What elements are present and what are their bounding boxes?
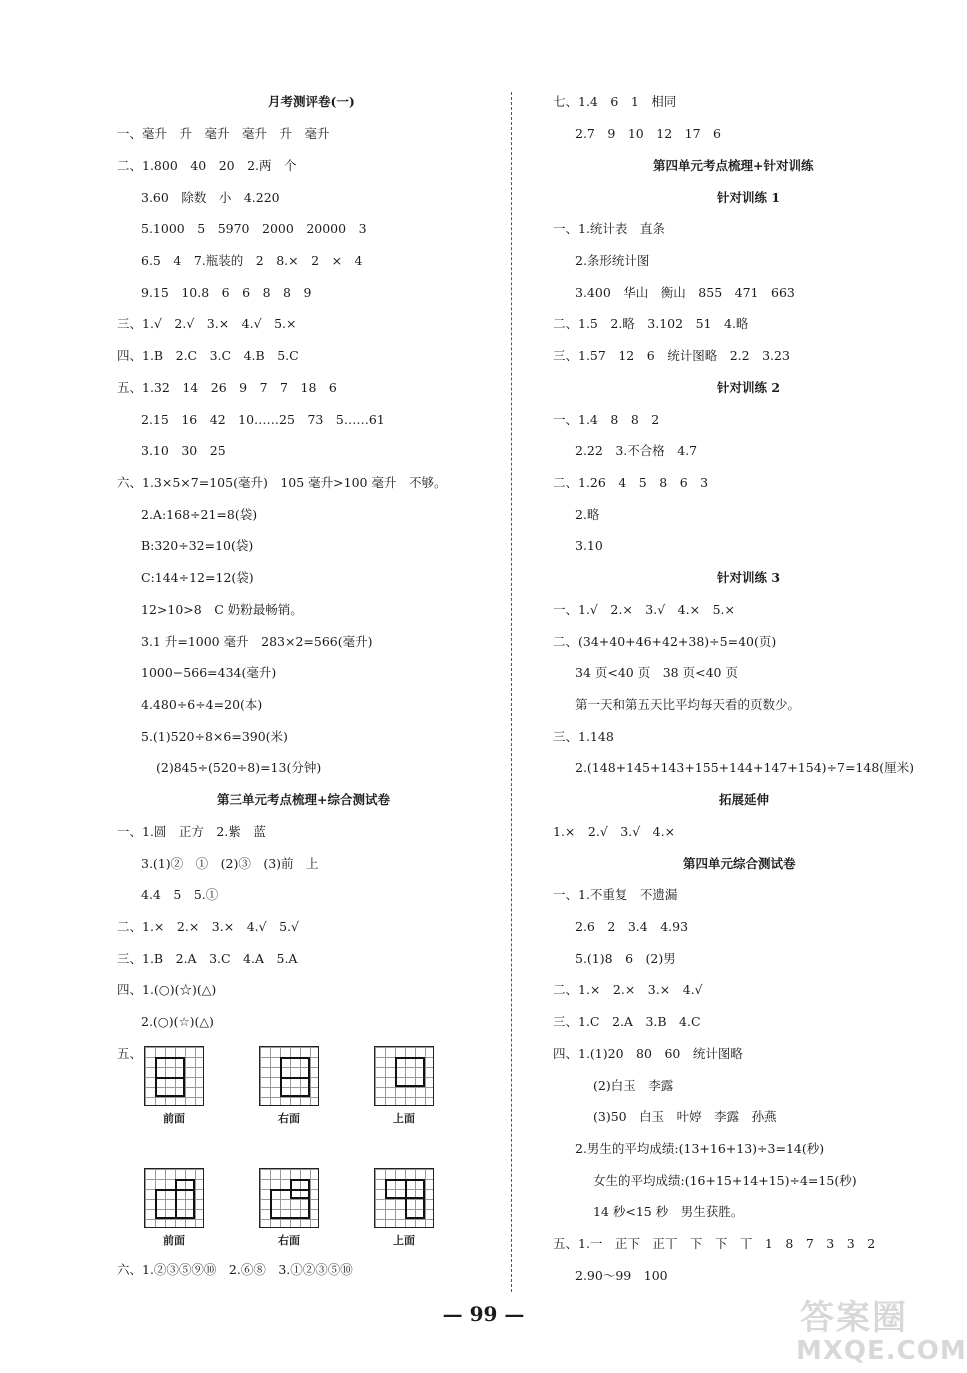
section-title: 第三单元考点梳理+综合测试卷 — [217, 792, 390, 807]
answer-line: 四、1.(1)20 80 60 统计图略 — [553, 1046, 743, 1061]
answer-line: 五、1.32 14 26 9 7 7 18 6 — [117, 380, 337, 395]
view-shape — [290, 1179, 310, 1199]
front-view-grid — [144, 1046, 204, 1106]
view-label-front: 前面 — [163, 1112, 185, 1125]
answer-line: 5.(1)8 6 (2)男 — [575, 951, 676, 966]
answer-line: 2.7 9 10 12 17 6 — [575, 126, 722, 141]
watermark-url: MXQE.COM — [796, 1336, 967, 1366]
top-view-grid — [374, 1046, 434, 1106]
answer-line: 女生的平均成绩:(16+15+14+15)÷4=15(秒) — [593, 1173, 857, 1188]
answer-line: 3.10 — [575, 538, 603, 553]
answer-line: 2.90～99 100 — [575, 1268, 668, 1283]
answer-line: 2.A:168÷21=8(袋) — [141, 507, 258, 522]
answer-line: 七、1.4 6 1 相同 — [553, 94, 677, 109]
view-label-top: 上面 — [393, 1112, 415, 1125]
answer-line: C:144÷12=12(袋) — [141, 570, 254, 585]
section-title: 第四单元考点梳理+针对训练 — [653, 158, 814, 173]
answer-line: (3)50 白玉 叶婷 李露 孙燕 — [593, 1109, 777, 1124]
view-shape — [405, 1179, 425, 1219]
answer-line: 2.22 3.不合格 4.7 — [575, 443, 698, 458]
section-title: 月考测评卷(一) — [268, 94, 355, 109]
answer-line: 二、1.5 2.略 3.102 51 4.略 — [553, 316, 749, 331]
subsection-title: 针对训练 2 — [717, 380, 781, 395]
answer-line: 9.15 10.8 6 6 8 8 9 — [141, 285, 312, 300]
answer-line: 14 秒<15 秒 男生获胜。 — [593, 1204, 744, 1219]
answer-line: 3.60 除数 小 4.220 — [141, 190, 280, 205]
view-shape — [175, 1179, 195, 1219]
answer-line: 三、1.57 12 6 统计图略 2.2 3.23 — [553, 348, 790, 363]
answer-line: 2.条形统计图 — [575, 253, 650, 268]
page-number: — 99 — — [442, 1302, 525, 1326]
answer-line: 二、1.26 4 5 8 6 3 — [553, 475, 709, 490]
answer-line: (2)白玉 李露 — [593, 1078, 674, 1093]
answer-line: 三、1.C 2.A 3.B 4.C — [553, 1014, 701, 1029]
top-view-grid — [374, 1168, 434, 1228]
front-view-grid — [144, 1168, 204, 1228]
answer-line: 3.400 华山 衡山 855 471 663 — [575, 285, 795, 300]
answer-line: 34 页<40 页 38 页<40 页 — [575, 665, 738, 680]
answer-line: 3.10 30 25 — [141, 443, 226, 458]
watermark-logo: 答案圈 — [800, 1298, 908, 1338]
answer-line: 一、1.统计表 直条 — [553, 221, 665, 236]
answer-line: 五、 — [117, 1046, 143, 1061]
answer-line: 5.(1)520÷8×6=390(米) — [141, 729, 288, 744]
right-view-grid — [259, 1046, 319, 1106]
answer-line: 12>10>8 C 奶粉最畅销。 — [141, 602, 303, 617]
view-shape — [155, 1077, 185, 1097]
view-label-top: 上面 — [393, 1234, 415, 1247]
section-title: 第四单元综合测试卷 — [683, 856, 796, 871]
answer-line: 二、1.× 2.× 3.× 4.√ 5.√ — [117, 919, 299, 934]
answer-line: 3.(1)② ① (2)③ (3)前 上 — [141, 856, 319, 871]
column-divider — [511, 92, 512, 1292]
answer-line: 1000−566=434(毫升) — [141, 665, 277, 680]
answer-line: 二、1.× 2.× 3.× 4.√ — [553, 982, 703, 997]
subsection-title: 针对训练 3 — [717, 570, 781, 585]
answer-line: 二、(34+40+46+42+38)÷5=40(页) — [553, 634, 777, 649]
answer-line: 五、1.一 正下 正丅 下 下 丅 1 8 7 3 3 2 — [553, 1236, 876, 1251]
subsection-title: 针对训练 1 — [717, 190, 781, 205]
view-shape — [280, 1077, 310, 1097]
answer-line: 四、1.(○)(☆)(△) — [117, 982, 217, 997]
answer-line: 3.1 升=1000 毫升 283×2=566(毫升) — [141, 634, 373, 649]
answer-line: 2.6 2 3.4 4.93 — [575, 919, 689, 934]
view-label-right: 右面 — [278, 1112, 300, 1125]
answer-line: 四、1.B 2.C 3.C 4.B 5.C — [117, 348, 299, 363]
view-shape — [395, 1057, 425, 1087]
answer-line: B:320÷32=10(袋) — [141, 538, 254, 553]
answer-line: 2.男生的平均成绩:(13+16+13)÷3=14(秒) — [575, 1141, 825, 1156]
answer-line: 三、1.148 — [553, 729, 614, 744]
subsection-title: 拓展延伸 — [719, 792, 770, 807]
answer-line: 一、毫升 升 毫升 毫升 升 毫升 — [117, 126, 330, 141]
answer-line: 2.15 16 42 10……25 73 5……61 — [141, 412, 385, 427]
answer-line: 2.略 — [575, 507, 600, 522]
answer-line: 一、1.4 8 8 2 — [553, 412, 660, 427]
answer-line: 六、1.②③⑤⑨⑩ 2.⑥⑧ 3.①②③⑤⑩ — [117, 1262, 353, 1277]
answer-line: 5.1000 5 5970 2000 20000 3 — [141, 221, 367, 236]
answer-line: 第一天和第五天比平均每天看的页数少。 — [575, 697, 801, 712]
answer-line: 一、1.不重复 不遗漏 — [553, 887, 678, 902]
answer-line: 三、1.B 2.A 3.C 4.A 5.A — [117, 951, 298, 966]
answer-line: 2.(148+145+143+155+144+147+154)÷7=148(厘米) — [575, 760, 915, 775]
answer-line: 4.4 5 5.① — [141, 887, 219, 902]
answer-line: 4.480÷6÷4=20(本) — [141, 697, 263, 712]
answer-line: (2)845÷(520÷8)=13(分钟) — [156, 760, 322, 775]
view-label-right: 右面 — [278, 1234, 300, 1247]
answer-line: 2.(○)(☆)(△) — [141, 1014, 214, 1029]
right-view-grid — [259, 1168, 319, 1228]
answer-line: 一、1.圆 正方 2.紫 蓝 — [117, 824, 266, 839]
answer-line: 三、1.√ 2.√ 3.× 4.√ 5.× — [117, 316, 297, 331]
answer-line: 6.5 4 7.瓶装的 2 8.× 2 × 4 — [141, 253, 363, 268]
view-label-front: 前面 — [163, 1234, 185, 1247]
answer-line: 二、1.800 40 20 2.两 个 — [117, 158, 297, 173]
answer-line: 一、1.√ 2.× 3.√ 4.× 5.× — [553, 602, 735, 617]
answer-line: 1.× 2.√ 3.√ 4.× — [553, 824, 676, 839]
answer-line: 六、1.3×5×7=105(毫升) 105 毫升>100 毫升 不够。 — [117, 475, 447, 490]
